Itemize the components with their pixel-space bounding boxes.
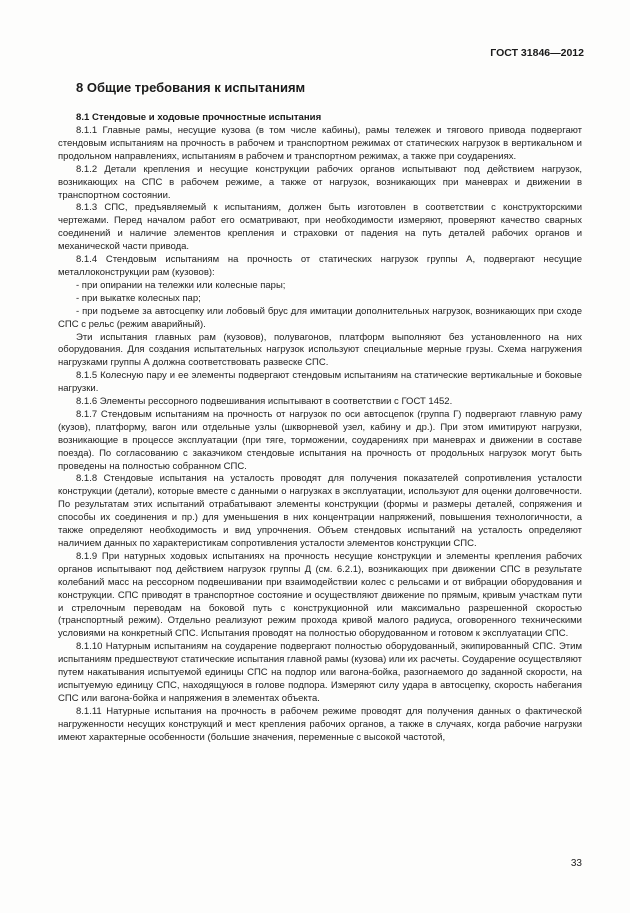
- paragraph-8-1-6: 8.1.6 Элементы рессорного подвешивания испытывают в соответствии с ГОСТ 1452.: [76, 396, 453, 408]
- paragraph-8-1-9: 8.1.9 При натурных ходовых испытаниях на прочность несущие конструкции и элементы крепления рабочих органов испытывают под действием нагрузок группы Д (см. 6.2.1), возникающих при движении СПС в результате колебаний масс на рессорном подвешивании при взаимодействии колес с рельсами и от вибрации оборудования и конструкции. СПС приводят в транспортное состояние и осуществляют движение по прямым, кривым участкам пути и стрелочным переводам на боковой путь с конструкционной или максимально разрешенной скоростью (транспортный режим). Отдельно реализуют режим прохода кривой малого радиуса, оговоренного техническими условиями на конкретный СПС. Испытания проводят на полностью оборудованном и готовом к эксплуатации СПС.: [58, 550, 582, 640]
- page-number: 33: [570, 858, 582, 869]
- paragraph-8-1-10: 8.1.10 Натурным испытаниям на соударение подвергают полностью оборудованный, экипированный СПС. Этим испытаниям предшествуют статические испытания главной рамы (кузова) или их расчеты. Соударение осуществляют путем накатывания испытуемой единицы СПС на подпор или вагона-бойка, разогнаемого до заданной скорости, на испытуемую единицу СПС, находящуюся в голове подпора. Измеряют силу удара в автосцепку, скорость набегания СПС или вагона-бойка и напряжения в элементах объекта.: [58, 641, 582, 704]
- paragraph-8-1-1: 8.1.1 Главные рамы, несущие кузова (в том числе кабины), рамы тележек и тягового привода подвергают стендовым испытаниям на прочность в рабочем и транспортном режимах от статических нагрузок в вертикальном и продольном направлениях, испытаниям в рабочем и транспортном режимах, а также при соударениях.: [58, 125, 582, 162]
- list-item: - при подъеме за автосцепку или лобовый брус для имитации дополнительных нагрузок, возникающих при сходе СПС с рельс (режим аварийный).: [58, 305, 582, 330]
- paragraph-8-1-4: 8.1.4 Стендовым испытаниям на прочность от статических нагрузок группы А, подвергают несущие металлоконструкции рам (кузовов):: [58, 254, 582, 278]
- paragraph-8-1-8: 8.1.8 Стендовые испытания на усталость проводят для получения показателей сопротивления усталости конструкции (детали), которые вместе с данными о нагрузках в эксплуатации, используют для оценки долговечности. По результатам этих испытаний отрабатывают элементы конструкции (формы и размеры деталей, сопряжения и способы их соединения и пр.) для уменьшения в них концентрации напряжений, повышения технологичности, а также определяют необходимость и вид упрочнения. Объем стендовых испытаний на усталость определяют наличием данных по характеристикам сопротивления усталости элементов конструкции СПС.: [58, 473, 582, 549]
- list-item: - при выкатке колесных пар;: [76, 292, 201, 304]
- paragraph-8-1-11: 8.1.11 Натурные испытания на прочность в рабочем режиме проводят для получения данных о фактической нагруженности несущих конструкций и мест крепления рабочих органов, а также в случаях, когда рабочие нагрузки имеют характерные особенности (большие значения, переменные с высокой частотой,: [58, 705, 582, 743]
- paragraph-8-1-5: 8.1.5 Колесную пару и ее элементы подвергают стендовым испытаниям на статические вертикальные и боковые нагрузки.: [58, 370, 582, 395]
- paragraph-8-1-2: 8.1.2 Детали крепления и несущие конструкции рабочих органов испытывают под действием нагрузок, возникающих на СПС в рабочем режиме, а также от нагрузок, возникающих при маневрах и движении в транспортном состоянии.: [58, 163, 582, 201]
- list-item: - при опирании на тележки или колесные пары;: [76, 279, 286, 291]
- section-title: 8 Общие требования к испытаниям: [76, 80, 306, 95]
- standard-header: ГОСТ 31846—2012: [490, 47, 584, 59]
- body-text: [58, 125, 582, 745]
- paragraph: Эти испытания главных рам (кузовов), полувагонов, платформ выполняют без установленного на них оборудования. Для создания испытательных нагрузок используют специальные мерные грузы. Схема нагружения нагрузками группы А должна соответствовать развеске СПС.: [58, 331, 582, 369]
- paragraph-8-1-3: 8.1.3 СПС, предъявляемый к испытаниям, должен быть изготовлен в соответствии с конструкторскими чертежами. Перед началом работ его осматривают, при необходимости измеряют, проверяют качество сварных соединений и наличие элементов крепления и страховки от падения на путь деталей рабочих органов и механической части привода.: [58, 202, 582, 253]
- paragraph-8-1-7: 8.1.7 Стендовым испытаниям на прочность от нагрузок по оси автосцепок (группа Г) подвергают главную раму (кузов), платформу, вагон или отдельные узлы (шкворневой узел, кабину и др.). При этом имитируют нагрузки, возникающие в процессе эксплуатации (при тяге, торможении, соударениях при маневрах и движении в составе поезда). По согласованию с заказчиком стендовые испытания на прочность от продольных нагрузок могут быть проведены на полностью собранном СПС.: [58, 408, 582, 472]
- subsection-title: 8.1 Стендовые и ходовые прочностные испытания: [76, 112, 322, 123]
